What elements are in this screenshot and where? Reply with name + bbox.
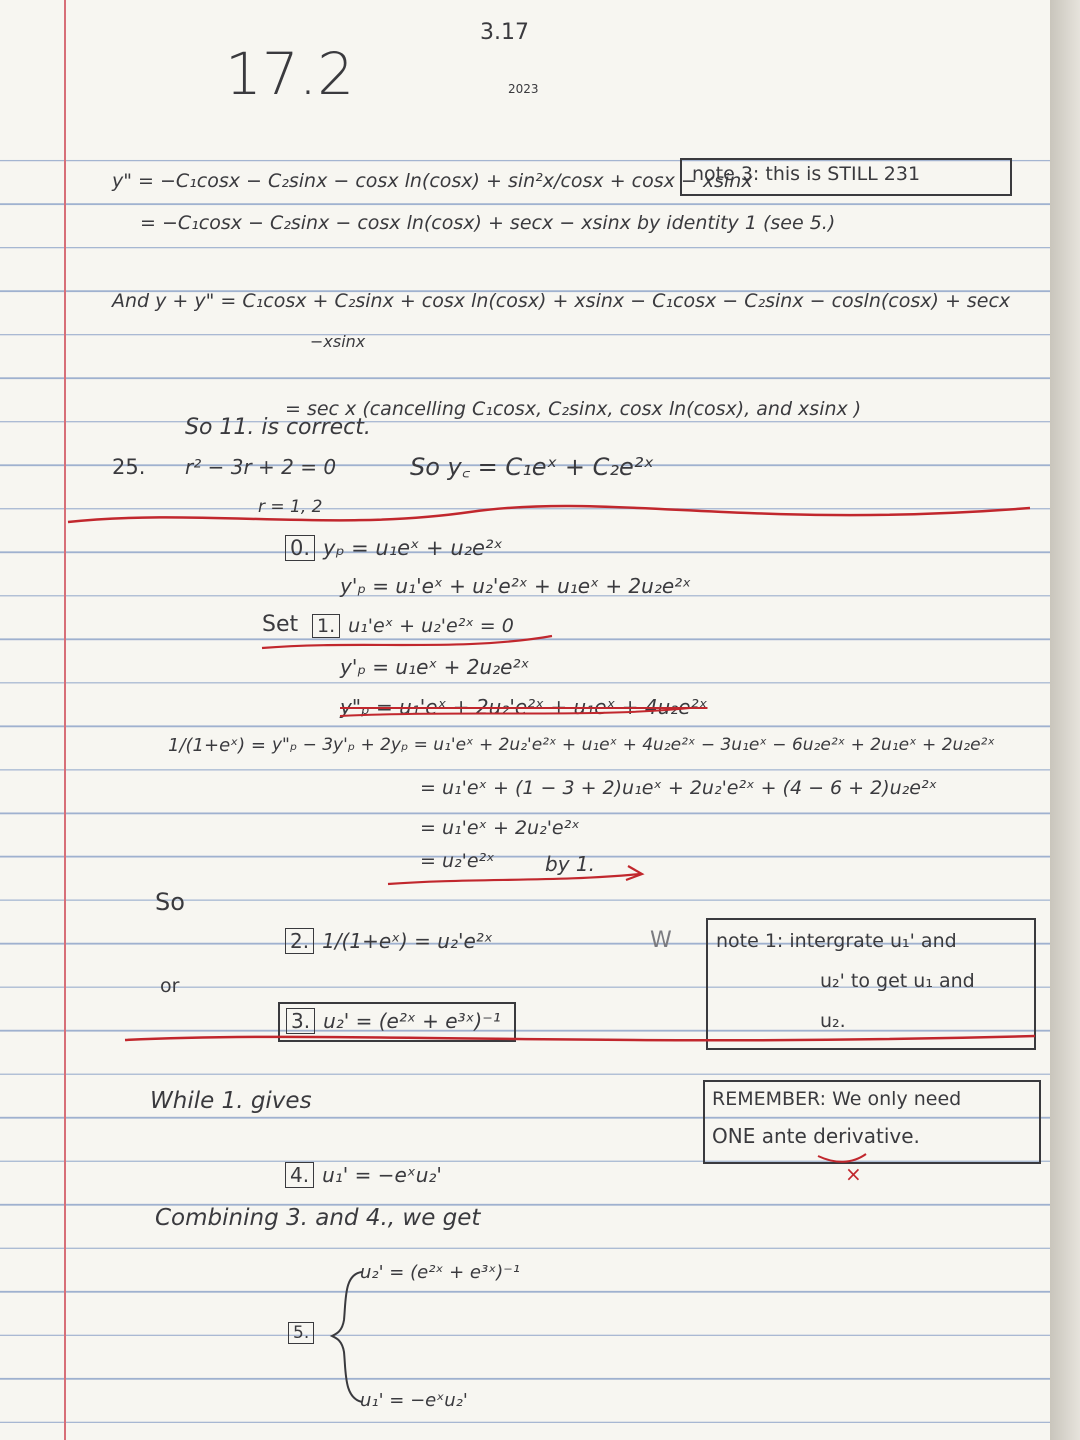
note1-line1: note 1: intergrate u₁' and [716,930,957,952]
while-1-gives: While 1. gives [150,1088,312,1114]
step-0-text: yₚ = u₁eˣ + u₂e²ˣ [323,536,503,560]
red-wavy-divider-1 [68,506,1030,522]
section-number: 17.2 [225,40,355,108]
step-1-tag: 1. [312,614,340,638]
step-2-tag: 2. [285,928,314,954]
roots: r = 1, 2 [258,497,323,517]
step-5-line1: u₂' = (e²ˣ + e³ˣ)⁻¹ [360,1262,520,1283]
main-equation-line2: = u₁'eˣ + (1 − 3 + 2)u₁eˣ + 2u₂'e²ˣ + (4 − 6 + 2)u₂e²ˣ [420,777,938,799]
so-correct: So 11. is correct. [185,415,371,440]
yp-prime: y'ₚ = u₁'eˣ + u₂'e²ˣ + u₁eˣ + 2u₂e²ˣ [340,574,692,598]
step-5-tag: 5. [288,1322,314,1344]
red-underline-ypp [340,708,690,716]
y-double-prime-simplified: = −C₁cosx − C₂sinx − cosx ln(cosx) + secx − xsinx by identity 1 (see 5.) [140,212,836,234]
sum-result: = sec x (cancelling C₁cosx, C₂sinx, cosx ln(cosx), and xsinx ) [285,398,862,420]
main-equation-line3: = u₁'eˣ + 2u₂'e²ˣ [420,817,580,839]
problem-25-number: 25. [112,455,146,479]
note1-line3: u₂. [820,1010,846,1032]
yp-prime-simplified: y'ₚ = u₁eˣ + 2u₂e²ˣ [340,655,530,679]
y-double-prime-line: y" = −C₁cosx − C₂sinx − cosx ln(cosx) + sin²x/cosx + cosx − xsinx [112,170,753,192]
red-underline-ante [818,1154,866,1162]
remember-line1: REMEMBER: We only need [712,1088,962,1110]
by-1-label: by 1. [545,852,595,876]
red-arrow-head [626,866,642,880]
set-label: Set [262,612,299,637]
note1-line2: u₂' to get u₁ and [820,970,975,992]
red-wavy-divider-2 [125,1036,1035,1040]
complementary-solution: So y꜀ = C₁eˣ + C₂e²ˣ [410,453,655,481]
or-label: or [160,975,180,997]
sum-line: And y + y" = C₁cosx + C₂sinx + cosx ln(cosx) + xsinx − C₁cosx − C₂sinx − cosln(cosx) + secx [112,290,1011,312]
step-4-tag: 4. [285,1162,314,1188]
step-5-line2: u₁' = −eˣu₂' [360,1390,468,1411]
sum-line-continued: −xsinx [310,332,366,351]
remember-line2: ONE ante derivative. [712,1124,920,1148]
yp-double-prime: y"ₚ = u₁'eˣ + 2u₂'e²ˣ + u₁eˣ + 4u₂e²ˣ [340,695,708,719]
x-mark: × [845,1162,862,1186]
combining-line: Combining 3. and 4., we get [155,1205,481,1231]
step-2-text: 1/(1+eˣ) = u₂'e²ˣ [322,929,493,953]
step-3-text: u₂' = (e²ˣ + e³ˣ)⁻¹ [323,1009,501,1033]
date-year: 2023 [508,82,539,96]
main-equation-line4: = u₂'e²ˣ [420,850,495,872]
w-mark: W [650,928,672,953]
system-brace [332,1272,362,1402]
characteristic-equation: r² − 3r + 2 = 0 [185,455,337,479]
step-1-text: u₁'eˣ + u₂'e²ˣ = 0 [348,615,514,637]
date-month-day: 3.17 [480,20,529,45]
red-arrow-by-1 [388,874,640,884]
note3-text: note 3: this is STILL 231 [692,163,921,185]
so-label: So [155,888,185,916]
step-0-tag: 0. [285,535,315,561]
main-lhs: 1/(1+eˣ) = [168,735,266,756]
step-4-text: u₁' = −eˣu₂' [322,1163,442,1187]
step-3-tag: 3. [286,1008,315,1034]
main-equation: y"ₚ − 3y'ₚ + 2yₚ = u₁'eˣ + 2u₂'e²ˣ + u₁eˣ + 4u₂e²ˣ − 3u₁eˣ − 6u₂e²ˣ + 2u₁eˣ + 2u₂e²ˣ [272,735,995,755]
red-underline-set [262,636,552,648]
